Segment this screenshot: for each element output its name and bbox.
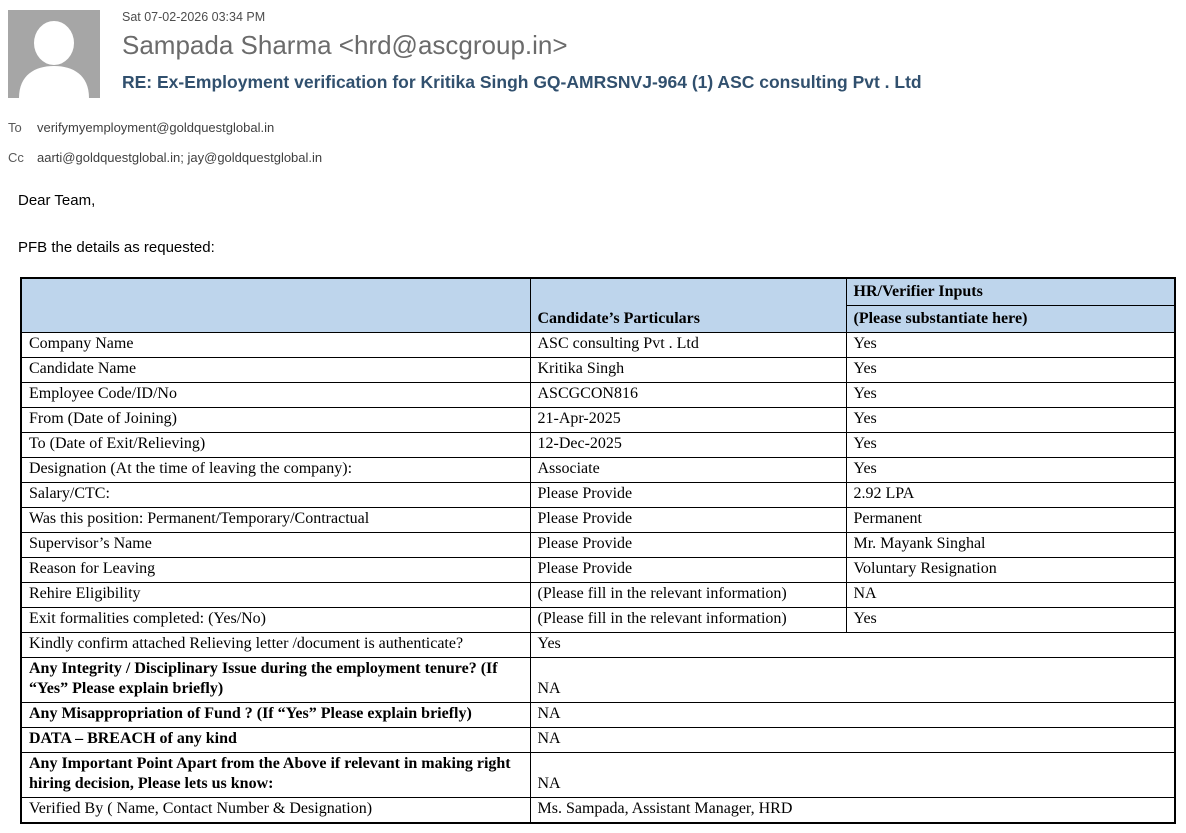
row-value: NA [530,702,1175,727]
header-cell-particulars: Candidate’s Particulars [530,278,846,332]
table-row [21,727,1175,752]
greeting-text: Dear Team, [18,192,96,209]
row-particulars: Please Provide [530,507,846,532]
row-hr-input: Yes [846,357,1175,382]
sender-avatar[interactable] [8,10,100,98]
sender-name[interactable]: Sampada Sharma <hrd@ascgroup.in> [122,30,568,60]
table-row [21,482,1175,507]
cc-row [8,150,1186,165]
to-address[interactable]: verifymyemployment@goldquestglobal.in [37,120,275,135]
row-value: NA [530,727,1175,752]
email-header [0,0,1186,104]
row-label: DATA – BREACH of any kind [21,727,530,752]
table-row [21,357,1175,382]
cc-addresses[interactable]: aarti@goldquestglobal.in; jay@goldquestglobal.in [37,150,323,165]
row-particulars: Kritika Singh [530,357,846,382]
row-label: Was this position: Permanent/Temporary/Contractual [21,507,530,532]
row-particulars: Please Provide [530,557,846,582]
row-hr-input: Mr. Mayank Singhal [846,532,1175,557]
table-row [21,752,1175,797]
row-label: Employee Code/ID/No [21,382,530,407]
table-row [21,457,1175,482]
row-hr-input: Yes [846,382,1175,407]
row-value: NA [530,752,1175,797]
intro-text: PFB the details as requested: [18,239,215,256]
row-label: Any Misappropriation of Fund ? (If “Yes” Please explain briefly) [21,702,530,727]
table-row [21,432,1175,457]
row-hr-input: Permanent [846,507,1175,532]
table-row [21,532,1175,557]
verification-table [20,277,1176,824]
row-value: Yes [530,632,1175,657]
cc-label: Cc [8,150,24,165]
row-value: NA [530,657,1175,702]
row-label: From (Date of Joining) [21,407,530,432]
row-particulars: (Please fill in the relevant information) [530,582,846,607]
row-hr-input: Yes [846,457,1175,482]
header-cell-hr-inputs: HR/Verifier Inputs [846,278,1175,305]
header-cell-substantiate: (Please substantiate here) [846,305,1175,332]
row-hr-input: 2.92 LPA [846,482,1175,507]
person-silhouette-icon [8,10,100,98]
table-header-row [21,278,1175,305]
row-label: Any Integrity / Disciplinary Issue during the employment tenure? (If “Yes” Please explain briefly) [21,657,530,702]
header-cell-blank [21,278,530,332]
row-label: Any Important Point Apart from the Above if relevant in making right hiring decision, Please lets us know: [21,752,530,797]
row-particulars: Please Provide [530,482,846,507]
message-timestamp: Sat 07-02-2026 03:34 PM [122,10,266,24]
row-particulars: Please Provide [530,532,846,557]
row-label: Supervisor’s Name [21,532,530,557]
row-label: Kindly confirm attached Relieving letter /document is authenticate? [21,632,530,657]
to-label: To [8,120,22,135]
row-label: Reason for Leaving [21,557,530,582]
row-hr-input: Yes [846,407,1175,432]
table-row [21,657,1175,702]
table-row [21,507,1175,532]
row-particulars: (Please fill in the relevant information) [530,607,846,632]
row-label: Company Name [21,332,530,357]
table-row [21,632,1175,657]
row-particulars: Associate [530,457,846,482]
row-hr-input: Yes [846,332,1175,357]
table-row [21,702,1175,727]
table-row [21,797,1175,823]
row-label: To (Date of Exit/Relieving) [21,432,530,457]
row-particulars: ASCGCON816 [530,382,846,407]
table-row [21,557,1175,582]
row-particulars: 21-Apr-2025 [530,407,846,432]
table-row [21,407,1175,432]
to-row [8,120,1186,135]
row-label: Salary/CTC: [21,482,530,507]
row-particulars: 12-Dec-2025 [530,432,846,457]
row-value: Ms. Sampada, Assistant Manager, HRD [530,797,1175,823]
table-row [21,582,1175,607]
message-subject: RE: Ex-Employment verification for Kritika Singh GQ-AMRSNVJ-964 (1) ASC consulting Pvt . Ltd [122,72,922,92]
row-hr-input: Yes [846,432,1175,457]
row-label: Candidate Name [21,357,530,382]
table-row [21,382,1175,407]
row-hr-input: NA [846,582,1175,607]
recipients-block [8,120,1186,165]
row-hr-input: Yes [846,607,1175,632]
row-label: Exit formalities completed: (Yes/No) [21,607,530,632]
row-label: Designation (At the time of leaving the company): [21,457,530,482]
row-label: Rehire Eligibility [21,582,530,607]
row-label: Verified By ( Name, Contact Number & Designation) [21,797,530,823]
table-row [21,607,1175,632]
row-particulars: ASC consulting Pvt . Ltd [530,332,846,357]
row-hr-input: Voluntary Resignation [846,557,1175,582]
table-row [21,332,1175,357]
